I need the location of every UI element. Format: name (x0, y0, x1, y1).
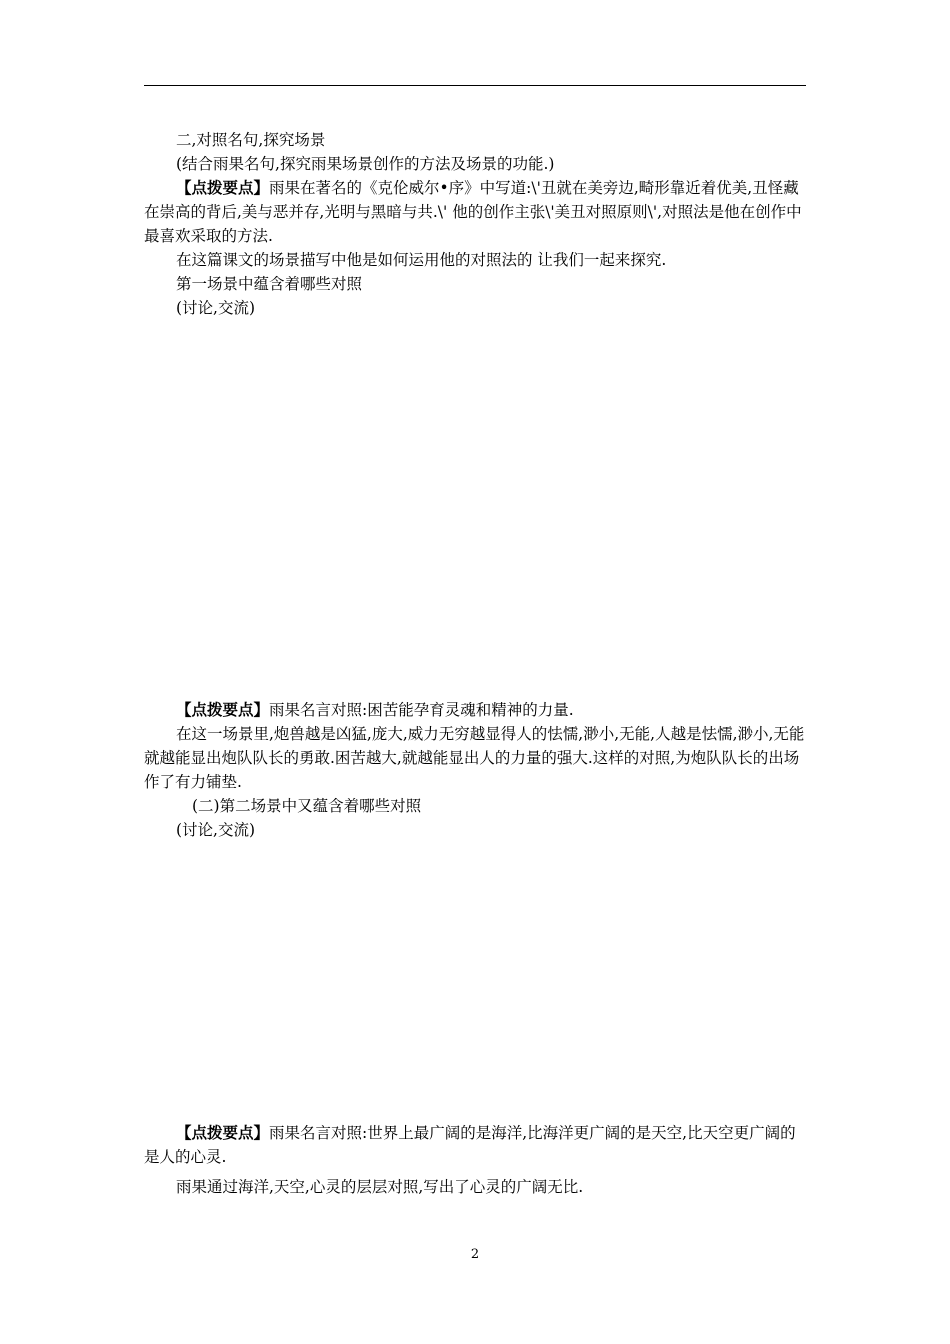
section-heading: 二,对照名句,探究场景 (176, 131, 326, 149)
tip-paragraph (144, 698, 806, 722)
tip-label: 【点拨要点】 (176, 700, 270, 719)
section-2 (144, 698, 806, 842)
question-scene-2: (二)第二场景中又蕴含着哪些对照 (192, 797, 422, 815)
tip-text: 雨果名言对照:困苦能孕育灵魂和精神的力量. (269, 701, 574, 719)
discuss-prompt: (讨论,交流) (176, 299, 256, 317)
instruction-text: (结合雨果名句,探究雨果场景创作的方法及场景的功能.) (176, 155, 555, 173)
tip-label: 【点拨要点】 (176, 178, 270, 197)
tip-text: 雨果名言对照:世界上最广阔的是海洋,比海洋更广阔的是天空,比天空更广阔的是人的心灵. (144, 1124, 796, 1166)
page-number: 2 (470, 1247, 480, 1262)
section-3 (144, 1121, 806, 1199)
section-1 (144, 128, 806, 320)
tip-paragraph (144, 1121, 806, 1169)
tip-paragraph (144, 176, 806, 248)
tip-text: 雨果在著名的《克伦威尔•序》中写道:\'丑就在美旁边,畸形靠近着优美,丑怪藏在崇高的背后,美与恶并存,光明与黑暗与共.\' 他的创作主张\'美丑对照原则\',对照法是他在创作中最喜欢采取的方法. (144, 179, 802, 245)
question-intro: 在这篇课文的场景描写中他是如何运用他的对照法的 让我们一起来探究. (176, 251, 667, 269)
tip-label: 【点拨要点】 (176, 1123, 270, 1142)
header-rule (144, 85, 806, 86)
analysis-text: 在这一场景里,炮兽越是凶猛,庞大,威力无穷越显得人的怯懦,渺小,无能,人越是怯懦,渺小,无能就越能显出炮队队长的勇敢.困苦越大,就越能显出人的力量的强大.这样的对照,为炮队队长的出场作了有力铺垫. (144, 725, 805, 791)
analysis-text: 雨果通过海洋,天空,心灵的层层对照,写出了心灵的广阔无比. (176, 1178, 584, 1196)
question-scene-1: 第一场景中蕴含着哪些对照 (176, 275, 363, 293)
discuss-prompt: (讨论,交流) (176, 821, 256, 839)
